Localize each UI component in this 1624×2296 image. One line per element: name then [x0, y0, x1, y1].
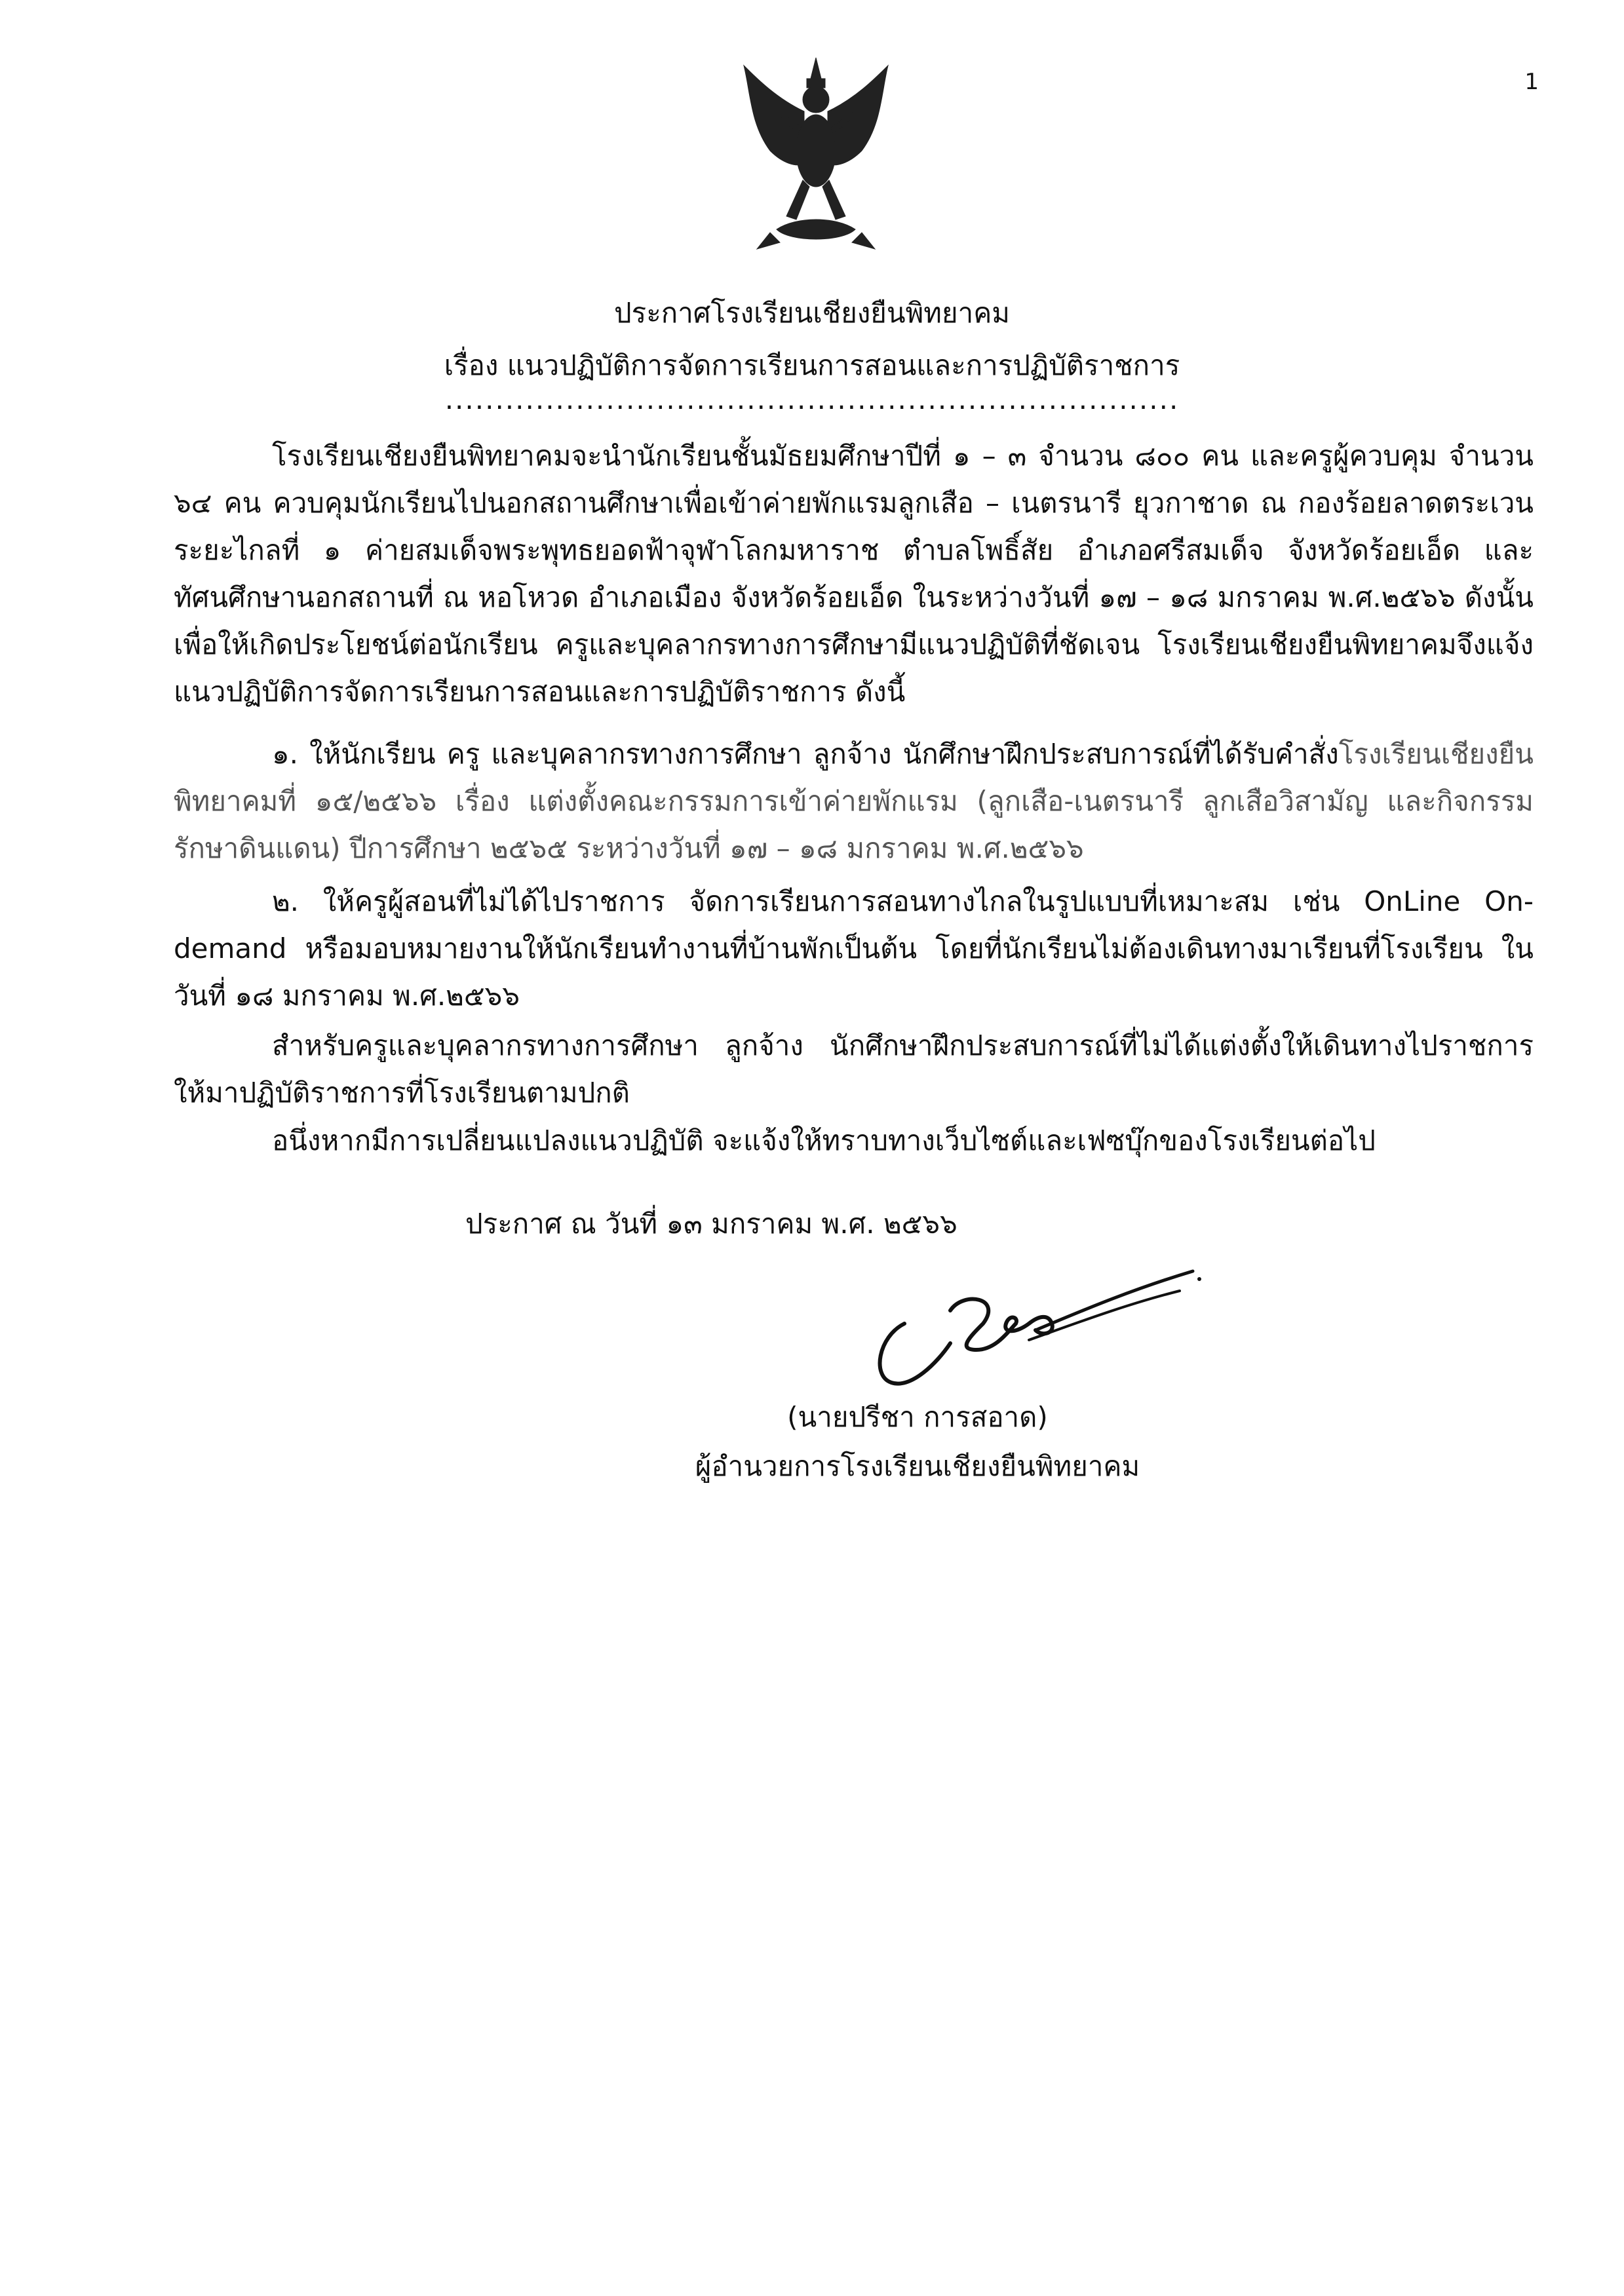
paragraph-text: อนึ่งหากมีการเปลี่ยนแปลงแนวปฏิบัติ จะแจ้งให้ทราบทางเว็บไซต์และเฟซบุ๊กของโรงเรียนต่อไป	[272, 1124, 1376, 1157]
body-paragraph-item-2	[174, 878, 1534, 1020]
paragraph-text: สำหรับครูและบุคลากรทางการศึกษา ลูกจ้าง นักศึกษาฝึกประสบการณ์ที่ไม่ได้แต่งตั้งให้เดินทางไปราชการ ให้มาปฏิบัติราชการที่โรงเรียนตามปกติ	[174, 1029, 1534, 1109]
dotted-divider: .........................................................................	[444, 383, 1180, 415]
garuda-emblem-icon	[731, 52, 901, 256]
paragraph-rest: โรงเรียนเชียงยืนพิทยาคมที่ ๑๕/๒๕๖๖ เรื่อง แต่งตั้งคณะกรรมการเข้าค่ายพักแรม (ลูกเสือ-เนตรนารี ลูกเสือวิสามัญ และกิจกรรมรักษาดินแดน) ปีการศึกษา ๒๕๖๕ ระหว่างวันที่ ๑๗ – ๑๘ มกราคม พ.ศ.๒๕๖๖	[174, 738, 1534, 864]
signer-name: (นายปรีชา การสอาด)	[787, 1401, 1048, 1433]
page-number: 1	[1524, 69, 1539, 95]
body-paragraph-staff	[174, 1022, 1534, 1117]
paragraph-text: ๒. ให้ครูผู้สอนที่ไม่ได้ไปราชการ จัดการเรียนการสอนทางไกลในรูปแบบที่เหมาะสม เช่น OnLine On-demand หรือมอบหมายงานให้นักเรียนทำงานที่บ้านพักเป็นต้น โดยที่นักเรียนไม่ต้องเดินทางมาเรียนที่โรงเรียน ในวันที่ ๑๘ มกราคม พ.ศ.๒๕๖๖	[174, 885, 1534, 1012]
body-paragraph-notice	[174, 1117, 1534, 1164]
body-paragraph-intro	[174, 432, 1534, 716]
paragraph-lead: ๑. ให้นักเรียน ครู และบุคลากรทางการศึกษา ลูกจ้าง นักศึกษาฝึกประสบการณ์ที่ได้รับคำสั่ง	[272, 738, 1339, 770]
announcement-title: ประกาศโรงเรียนเชียงยืนพิทยาคม	[614, 297, 1010, 329]
announcement-subject: เรื่อง แนวปฏิบัติการจัดการเรียนการสอนและการปฏิบัติราชการ	[444, 349, 1180, 381]
paragraph-text: โรงเรียนเชียงยืนพิทยาคมจะนำนักเรียนชั้นมัธยมศึกษาปีที่ ๑ – ๓ จำนวน ๘๐๐ คน และครูผู้ควบคุม จำนวน ๖๔ คน ควบคุมนักเรียนไปนอกสถานศึกษาเพื่อเข้าค่ายพักแรมลูกเสือ – เนตรนารี ยุวกาชาด ณ กองร้อยลาดตระเวนระยะไกลที่ ๑ ค่ายสมเด็จพระพุทธยอดฟ้าจุฬาโลกมหาราช ตำบลโพธิ์สัย อำเภอศรีสมเด็จ จังหวัดร้อยเอ็ด และทัศนศึกษานอกสถานที่ ณ หอโหวด อำเภอเมือง จังหวัดร้อยเอ็ด ในระหว่างวันที่ ๑๗ – ๑๘ มกราคม พ.ศ.๒๕๖๖ ดังนั้นเพื่อให้เกิดประโยชน์ต่อนักเรียน ครูและบุคลากรทางการศึกษามีแนวปฏิบัติที่ชัดเจน โรงเรียนเชียงยืนพิทยาคมจึงแจ้งแนวปฏิบัติการจัดการเรียนการสอนและการปฏิบัติราชการ ดังนี้	[174, 440, 1534, 708]
body-paragraph-item-1	[174, 731, 1534, 872]
announcement-date: ประกาศ ณ วันที่ ๑๓ มกราคม พ.ศ. ๒๕๖๖	[465, 1208, 957, 1240]
signature-icon	[852, 1252, 1219, 1409]
signer-position: ผู้อำนวยการโรงเรียนเชียงยืนพิทยาคม	[695, 1450, 1140, 1482]
